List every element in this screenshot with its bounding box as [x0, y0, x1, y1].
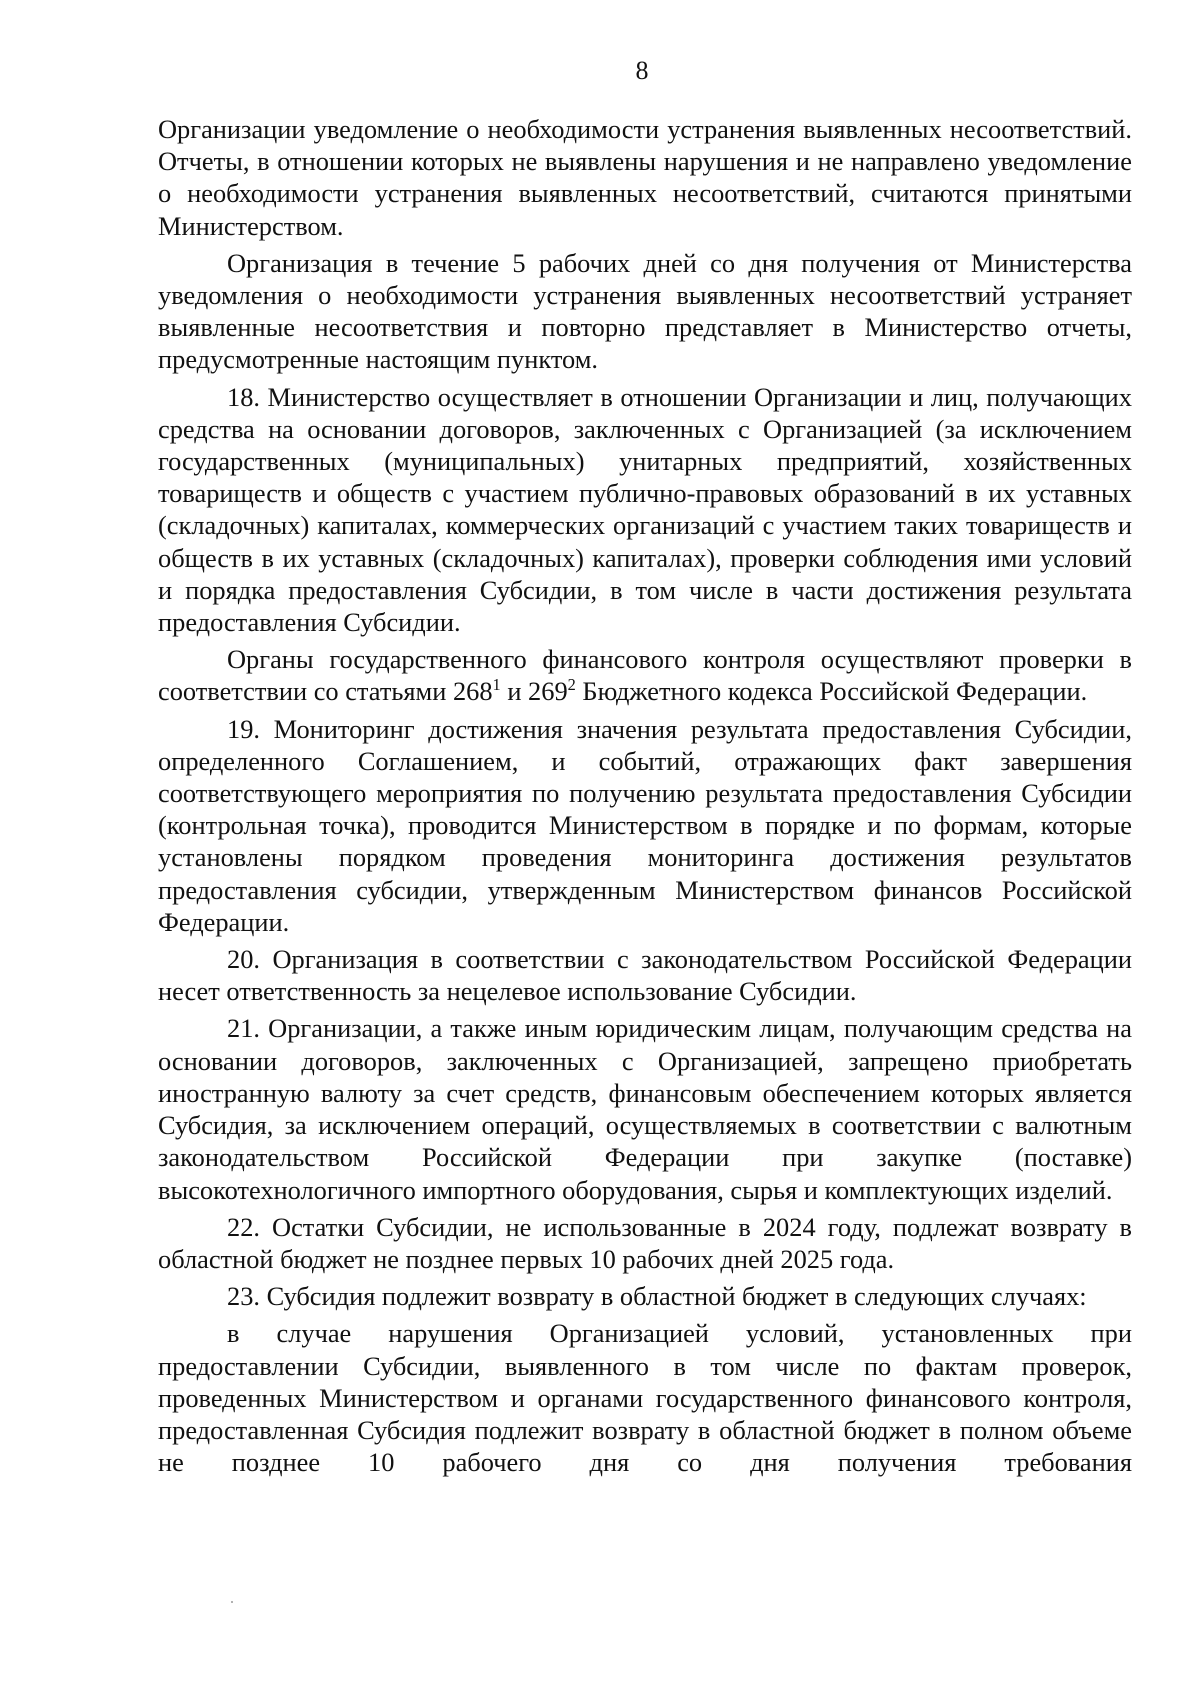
financial-control-text-middle: и 269	[500, 676, 568, 707]
scan-speck	[231, 1601, 233, 1603]
paragraph-18-inspections: 18. Министерство осуществляет в отношении Организации и лиц, получающих средства на основании договоров, заключенных с Организацией (за исключением государственных (муниципальных) унитарных предприятий, хозяйственных товариществ и обществ с участием публично-правовых образований в их уставных (складочных) капиталах, коммерческих организаций с участием таких товариществ и обществ в их уставных (складочных) капиталах), проверки соблюдения ими условий и порядка предоставления Субсидии, в том числе в части достижения результата предоставления Субсидии.	[158, 381, 1132, 638]
paragraph-23-return-cases: 23. Субсидия подлежит возврату в областной бюджет в следующих случаях:	[227, 1281, 1087, 1312]
article-269-superscript: 2	[567, 675, 576, 695]
financial-control-text-before: Органы государственного финансового контроля осуществляют проверки в соответствии со статьями 268	[158, 644, 1132, 707]
paragraph-resubmission: Организация в течение 5 рабочих дней со дня получения от Министерства уведомления о необходимости устранения выявленных несоответствий устраняет выявленные несоответствия и повторно представляет в Министерство отчеты, предусмотренные настоящим пунктом.	[158, 247, 1132, 375]
paragraph-20-responsibility: 20. Организация в соответствии с законодательством Российской Федерации несет ответственность за нецелевое использование Субсидии.	[158, 944, 1132, 1007]
paragraph-notification-continuation: Организации уведомление о необходимости устранения выявленных несоответствий. Отчеты, в отношении которых не выявлены нарушения и не направлено уведомление о необходимости устранения выявленных несоответствий, считаются принятыми Министерством.	[158, 114, 1132, 241]
page-number: 8	[635, 56, 649, 85]
paragraph-22-remainders: 22. Остатки Субсидии, не использованные в 2024 году, подлежат возврату в областной бюджет не позднее первых 10 рабочих дней 2025 года.	[158, 1211, 1132, 1274]
article-268-superscript: 1	[492, 675, 501, 695]
paragraph-21-currency: 21. Организации, а также иным юридическим лицам, получающим средства на основании договоров, заключенных с Организацией, запрещено приобретать иностранную валюту за счет средств, финансовым обеспечением которых является Субсидия, за исключением операций, осуществляемых в соответствии с валютным законодательством Российской Федерации при закупке (поставке) высокотехнологичного импортного оборудования, сырья и комплектующих изделий.	[158, 1013, 1132, 1205]
document-body	[158, 113, 1132, 1478]
financial-control-text-after: Бюджетного кодекса Российской Федерации.	[575, 676, 1088, 707]
paragraph-financial-control	[158, 643, 1132, 707]
paragraph-19-monitoring: 19. Мониторинг достижения значения результата предоставления Субсидии, определенного Соглашением, и событий, отражающих факт завершения соответствующего мероприятия по получению результата предоставления Субсидии (контрольная точка), проводится Министерством в порядке и по формам, которые установлены порядком проведения мониторинга достижения результатов предоставления субсидии, утвержденным Министерством финансов Российской Федерации.	[158, 713, 1132, 937]
paragraph-violation-return: в случае нарушения Организацией условий, установленных при предоставлении Субсидии, выявленного в том числе по фактам проверок, проведенных Министерством и органами государственного финансового контроля, предоставленная Субсидия подлежит возврату в областной бюджет в полном объеме не позднее 10 рабочего дня со дня получения требования	[158, 1318, 1132, 1478]
